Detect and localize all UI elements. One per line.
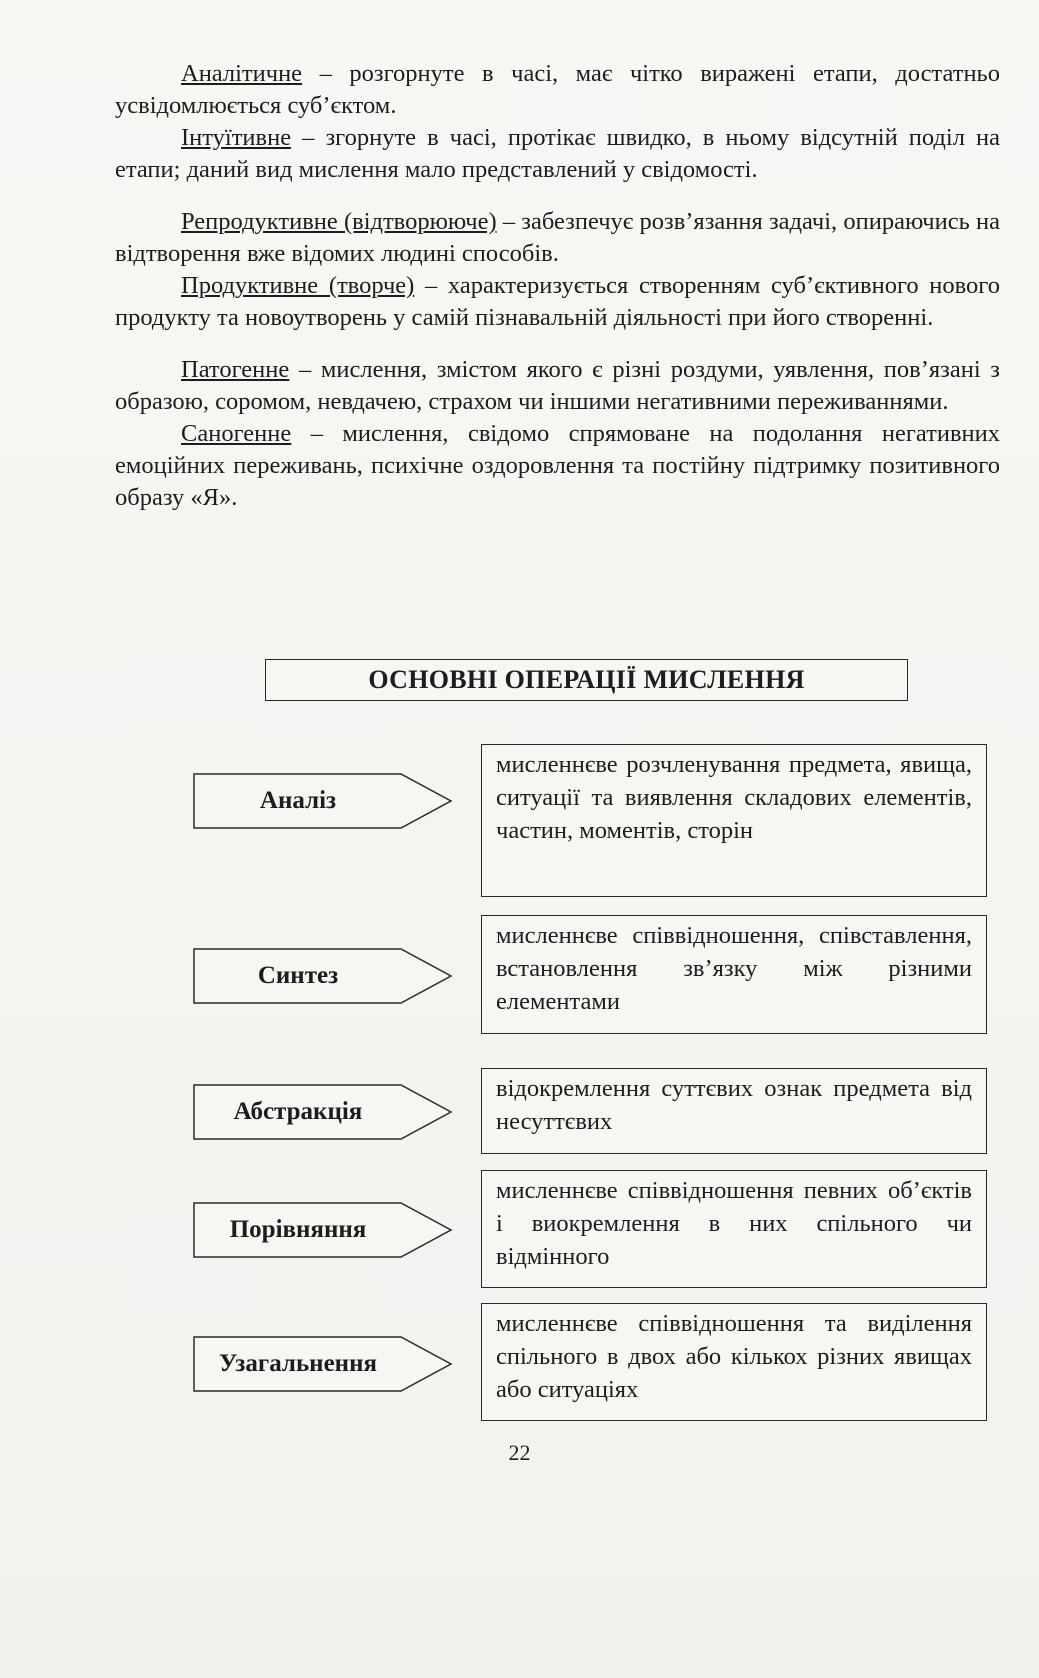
definition-sanogenic: – мислення, свідомо спрямоване на подолання негативних емоційних переживань, психічне оздоровлення та постійну підтримку позитивного образу «Я». [115,420,1000,511]
paragraph-intuitive [115,122,1000,186]
paragraph-sanogenic [115,418,1000,514]
term-analytical: Аналітичне [181,60,303,87]
thinking-types-text [115,58,1000,514]
operation-name: Абстракція [233,1098,363,1125]
operation-arrow-abstraction [193,1084,453,1140]
term-productive: Продуктивне (творче) [181,272,415,299]
operation-name: Синтез [257,962,339,989]
paragraph-analytical [115,58,1000,122]
operation-description-generalization: мисленнєве співвідношення та виділення спільного в двох або кількох різних явищах або ситуаціях [481,1303,987,1421]
operation-arrow-analysis [193,773,453,829]
term-reproductive: Репродуктивне (відтворююче) [181,208,497,235]
operation-description-synthesis: мисленнєве співвідношення, співставлення, встановлення зв’язку між різними елементами [481,915,987,1034]
page-number: 22 [508,1440,531,1465]
operation-description-comparison: мисленнєве співвідношення певних об’єктів і виокремлення в них спільного чи відмінного [481,1170,987,1288]
paragraph-productive [115,270,1000,334]
operation-name: Аналіз [259,787,337,814]
term-pathogenic: Патогенне [181,356,290,383]
operation-description-analysis: мисленнєве розчленування предмета, явища, ситуації та виявлення складових елементів, частин, моментів, сторін [481,744,987,897]
operation-arrow-generalization [193,1336,453,1392]
definition-intuitive: – згорнуте в часі, протікає швидко, в ньому відсутній поділ на етапи; даний вид мислення мало представлений у свідомості. [115,124,1000,183]
definition-productive: – характеризується створенням суб’єктивного нового продукту та новоутворень у самій пізнавальній діяльності при його створенні. [115,272,1001,331]
definition-analytical: – розгорнуте в часі, має чітко виражені етапи, достатньо усвідомлюється суб’єктом. [115,60,1000,119]
term-sanogenic: Саногенне [181,420,292,447]
operation-name: Узагальнення [219,1350,377,1377]
paragraph-reproductive [115,206,1000,270]
operations-title: ОСНОВНІ ОПЕРАЦІЇ МИСЛЕННЯ [265,659,908,701]
operation-description-abstraction: відокремлення суттєвих ознак предмета від несуттєвих [481,1068,987,1154]
operation-arrow-comparison [193,1202,453,1258]
operation-arrow-synthesis [193,948,453,1004]
term-intuitive: Інтуїтивне [181,124,292,151]
definition-reproductive: – забезпечує розв’язання задачі, опираючись на відтворення вже відомих людині способів. [115,208,1000,267]
paragraph-pathogenic [115,354,1000,418]
definition-pathogenic: – мислення, змістом якого є різні роздуми, уявлення, пов’язані з образою, соромом, невдачею, страхом чи іншими негативними переживаннями. [115,356,1000,415]
operation-name: Порівняння [229,1216,367,1243]
